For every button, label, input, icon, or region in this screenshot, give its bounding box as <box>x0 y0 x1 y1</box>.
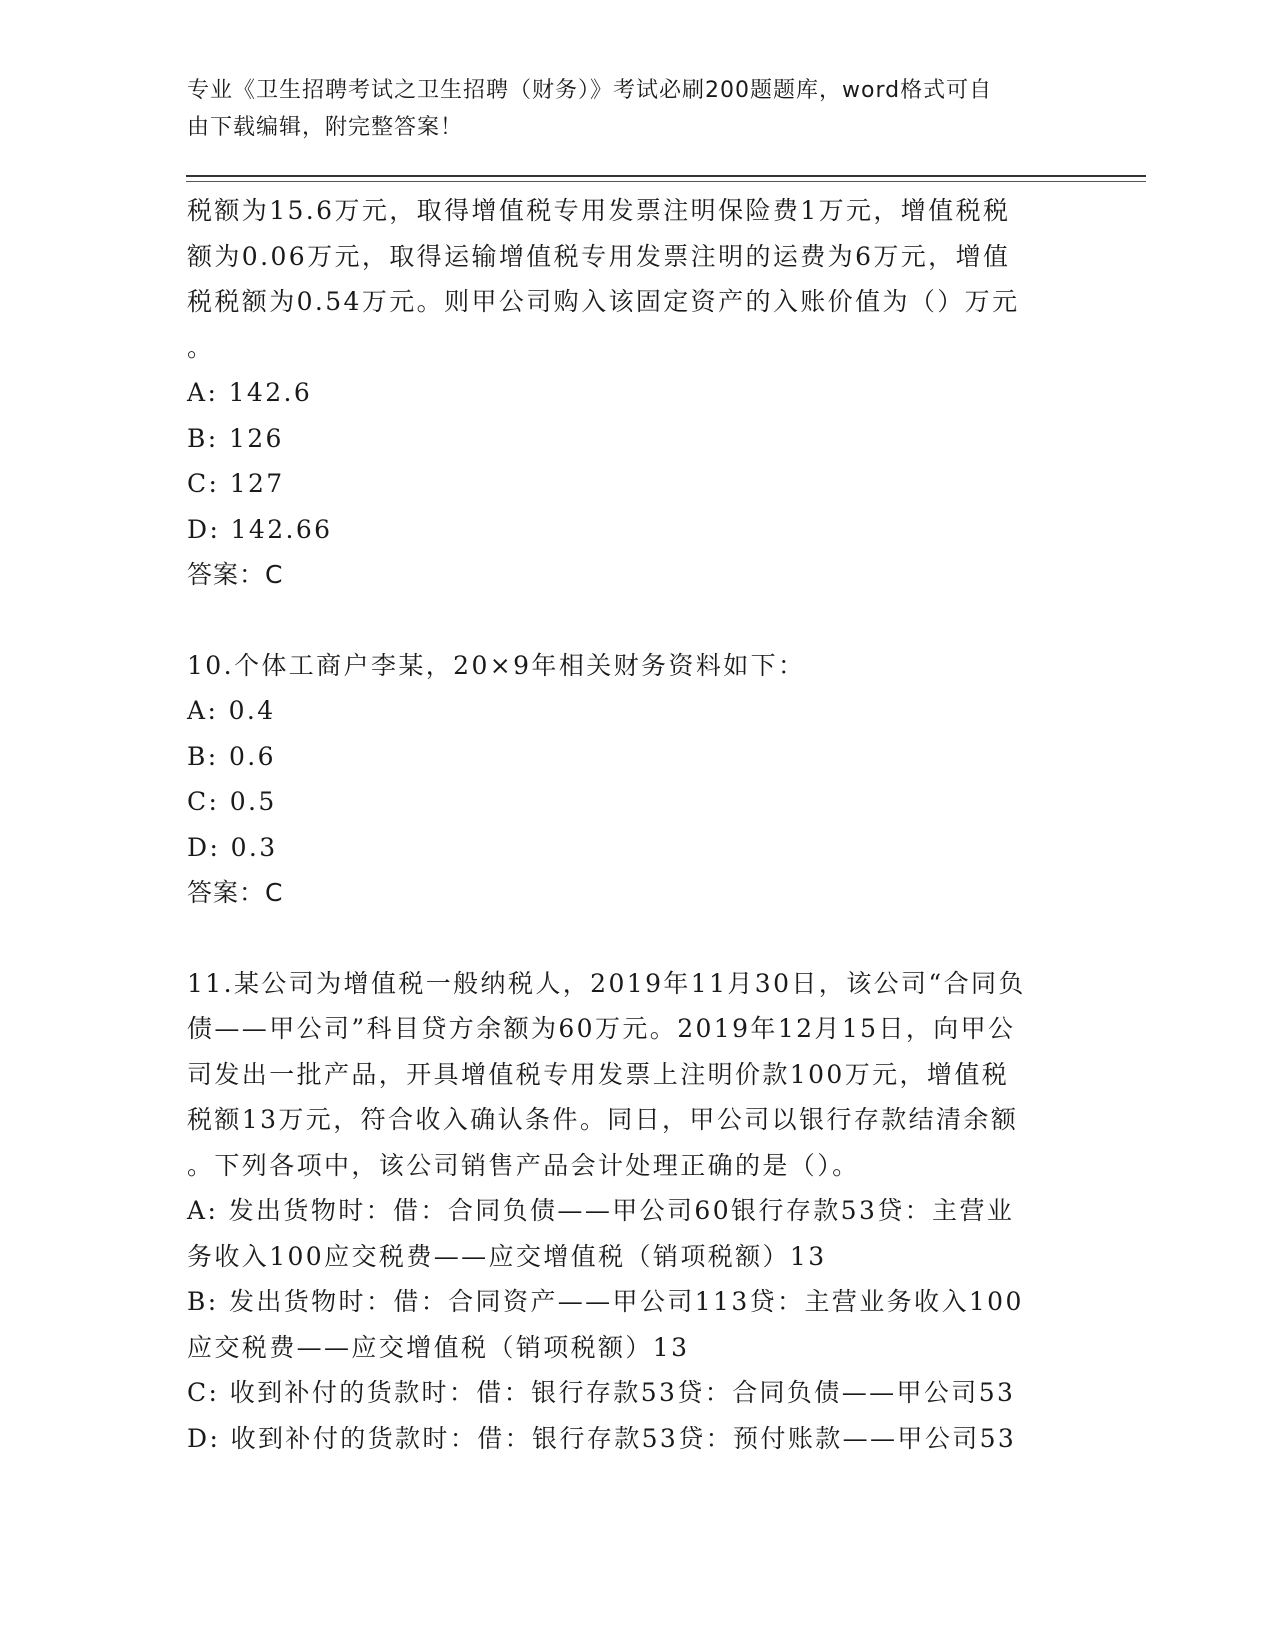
question-text-line: 。下列各项中，该公司销售产品会计处理正确的是（）。 <box>187 1150 860 1180</box>
question-text-line: 额为0.06万元，取得运输增值税专用发票注明的运费为6万元，增值 <box>187 241 1011 271</box>
document-body <box>187 188 1087 1461</box>
option-a: A: 142.6 <box>187 378 313 407</box>
option-b: B: 126 <box>187 423 284 453</box>
option-a: A: 0.4 <box>187 696 276 725</box>
document-header <box>187 72 1067 146</box>
question-text-line: 司发出一批产品，开具增值税专用发票上注明价款100万元，增值税 <box>187 1059 1010 1089</box>
question-9 <box>187 188 1087 598</box>
option-c: C: 收到补付的货款时：借：银行存款53贷：合同负债——甲公司53 <box>187 1378 1016 1407</box>
question-text-line: 10.个体工商户李某，20×9年相关财务资料如下： <box>187 650 806 680</box>
question-text-line: 11.某公司为增值税一般纳税人，2019年11月30日，该公司“合同负 <box>187 968 1026 998</box>
question-text-line: 税额13万元，符合收入确认条件。同日，甲公司以银行存款结清余额 <box>187 1105 1019 1134</box>
option-b: B: 发出货物时：借：合同资产——甲公司113贷：主营业务收入100 <box>187 1287 1024 1316</box>
option-d: D: 0.3 <box>187 832 278 862</box>
spacer <box>187 916 1087 961</box>
option-a: A: 发出货物时：借：合同负债——甲公司60银行存款53贷：主营业 <box>187 1196 1015 1225</box>
header-title-line-2: 由下载编辑，附完整答案！ <box>187 115 464 140</box>
option-a-continued: 务收入100应交税费——应交增值税（销项税额）13 <box>187 1241 827 1271</box>
option-c: C: 127 <box>187 469 285 498</box>
option-b-continued: 应交税费——应交增值税（销项税额）13 <box>187 1332 690 1362</box>
answer: 答案：C <box>187 560 284 589</box>
option-d: D: 142.66 <box>187 514 333 544</box>
question-text-line: 税额为15.6万元，取得增值税专用发票注明保险费1万元，增值税税 <box>187 196 1011 225</box>
header-divider-thick <box>186 175 1146 177</box>
question-10 <box>187 643 1087 916</box>
question-text-line: 税税额为0.54万元。则甲公司购入该固定资产的入账价值为（）万元 <box>187 287 1020 316</box>
question-text-line: 。 <box>187 332 215 362</box>
header-title-line-1: 专业《卫生招聘考试之卫生招聘（财务）》考试必刷200题题库，word格式可自 <box>187 78 993 103</box>
option-d: D: 收到补付的货款时：借：银行存款53贷：预付账款——甲公司53 <box>187 1423 1017 1453</box>
header-divider-thin <box>186 181 1146 182</box>
option-c: C: 0.5 <box>187 787 277 816</box>
question-11 <box>187 961 1087 1462</box>
answer: 答案：C <box>187 878 284 907</box>
option-b: B: 0.6 <box>187 741 276 771</box>
spacer <box>187 598 1087 643</box>
question-text-line: 债——甲公司”科目贷方余额为60万元。2019年12月15日，向甲公 <box>187 1014 1016 1043</box>
